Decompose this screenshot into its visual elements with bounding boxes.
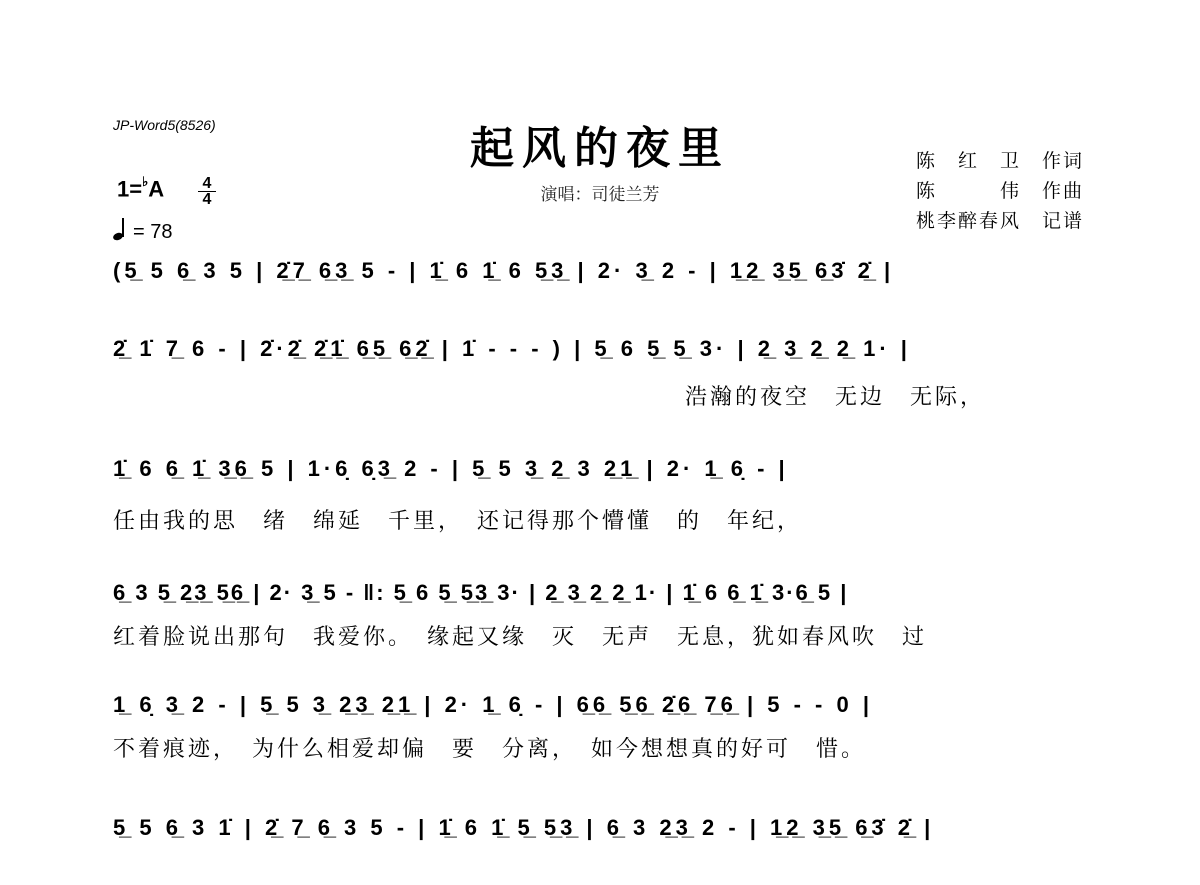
lyric-line: 浩瀚的夜空 无边 无际， [685, 385, 986, 410]
flat-sign: ♭ [142, 174, 149, 189]
lyric-line: 不着痕迹， 为什么相爱却偏 要 分离， 如今想想真的好可 惜。 [113, 737, 867, 762]
score-row-5 [113, 692, 1091, 762]
lyric-line: 红着脸说出那句 我爱你。 缘起又缘 灭 无声 无息，犹如春风吹 过 [113, 625, 928, 650]
score-row-2 [113, 336, 1091, 410]
key-signature [117, 176, 164, 202]
song-title: 起风的夜里 [470, 123, 730, 174]
time-bottom: 4 [202, 191, 212, 208]
notation-line: 6̲ 3 5̲ 2̲3̲ 5̲6̲ | 2· 3̲ 5 - ‖: 5̲ 6 5̲ 5̲3̲ 3· | 2̲ 3̲ 2̲ 2̲ 1· | 1̲̇ 6 6̲ 1̲̇ 3·6̲ 5 | [113, 580, 849, 605]
time-top: 4 [202, 175, 212, 192]
notation-line: 2̲̇ 1̇ 7̲ 6 - | 2̇·2̲̇ 2̲̇1̲̇ 6̲5̲ 6̲2̲̇ | 1̇ - - - ) | 5̲ 6 5̲ 5̲ 3· | 2̲ 3̲ 2̲ 2̲ 1· | [113, 336, 911, 361]
tempo-marking [113, 218, 172, 244]
time-signature [198, 176, 216, 207]
notation-line: 1̲̇ 6 6̲ 1̲̇ 3̲6̲ 5 | 1·6̣ 6̣3̲ 2 - | 5̲ 5 3̲ 2̲ 3 2̲1̲ | 2· 1̲ 6̣ - | [113, 456, 789, 481]
transcriber-credit: 桃李醉春风 记谱 [915, 210, 1084, 232]
lyric-line: 任由我的思 绪 绵延 千里， 还记得那个懵懂 的 年纪， [113, 509, 803, 534]
key-note: A [148, 176, 165, 202]
lyricist-credit: 陈 红 卫 作词 [915, 150, 1084, 172]
notation-line: (5̲ 5 6̲ 3 5 | 2̲̇7̲ 6̲3̲ 5 - | 1̲̇ 6 1̲̇ 6 5̲3̲ | 2· 3̲ 2 - | 1̲2̲ 3̲5̲ 6̲3̇ 2̲̇ | [113, 258, 895, 283]
score-row-1 [113, 258, 1091, 328]
notation-line: 5̲ 5 6̲ 3 1̇ | 2̲̇ 7̲ 6̲ 3 5 - | 1̲̇ 6 1̲̇ 5̲ 5̲3̲ | 6̲ 3 2̲3̲ 2 - | 1̲2̲ 3̲5̲ 6̲3̇ 2̲̇ | [113, 815, 935, 840]
software-label: JP-Word5(8526) [113, 117, 216, 133]
notation-line: 1̲ 6̣ 3̲ 2 - | 5̲ 5 3̲ 2̲3̲ 2̲1̲ | 2· 1̲ 6̣ - | 6̲6̲ 5̲6̲ 2̲̇6̲ 7̲6̲ | 5 - - 0 | [113, 692, 873, 717]
quarter-note-icon [113, 218, 127, 240]
tempo-value: = 78 [133, 221, 173, 243]
score-row-6 [113, 815, 1091, 885]
composer-credit: 陈 伟 作曲 [915, 180, 1084, 202]
singer-credit: 演唱：司徒兰芳 [540, 185, 660, 205]
score-row-3 [113, 456, 1091, 534]
score-row-4 [113, 580, 1091, 650]
key-prefix: 1= [117, 176, 143, 202]
